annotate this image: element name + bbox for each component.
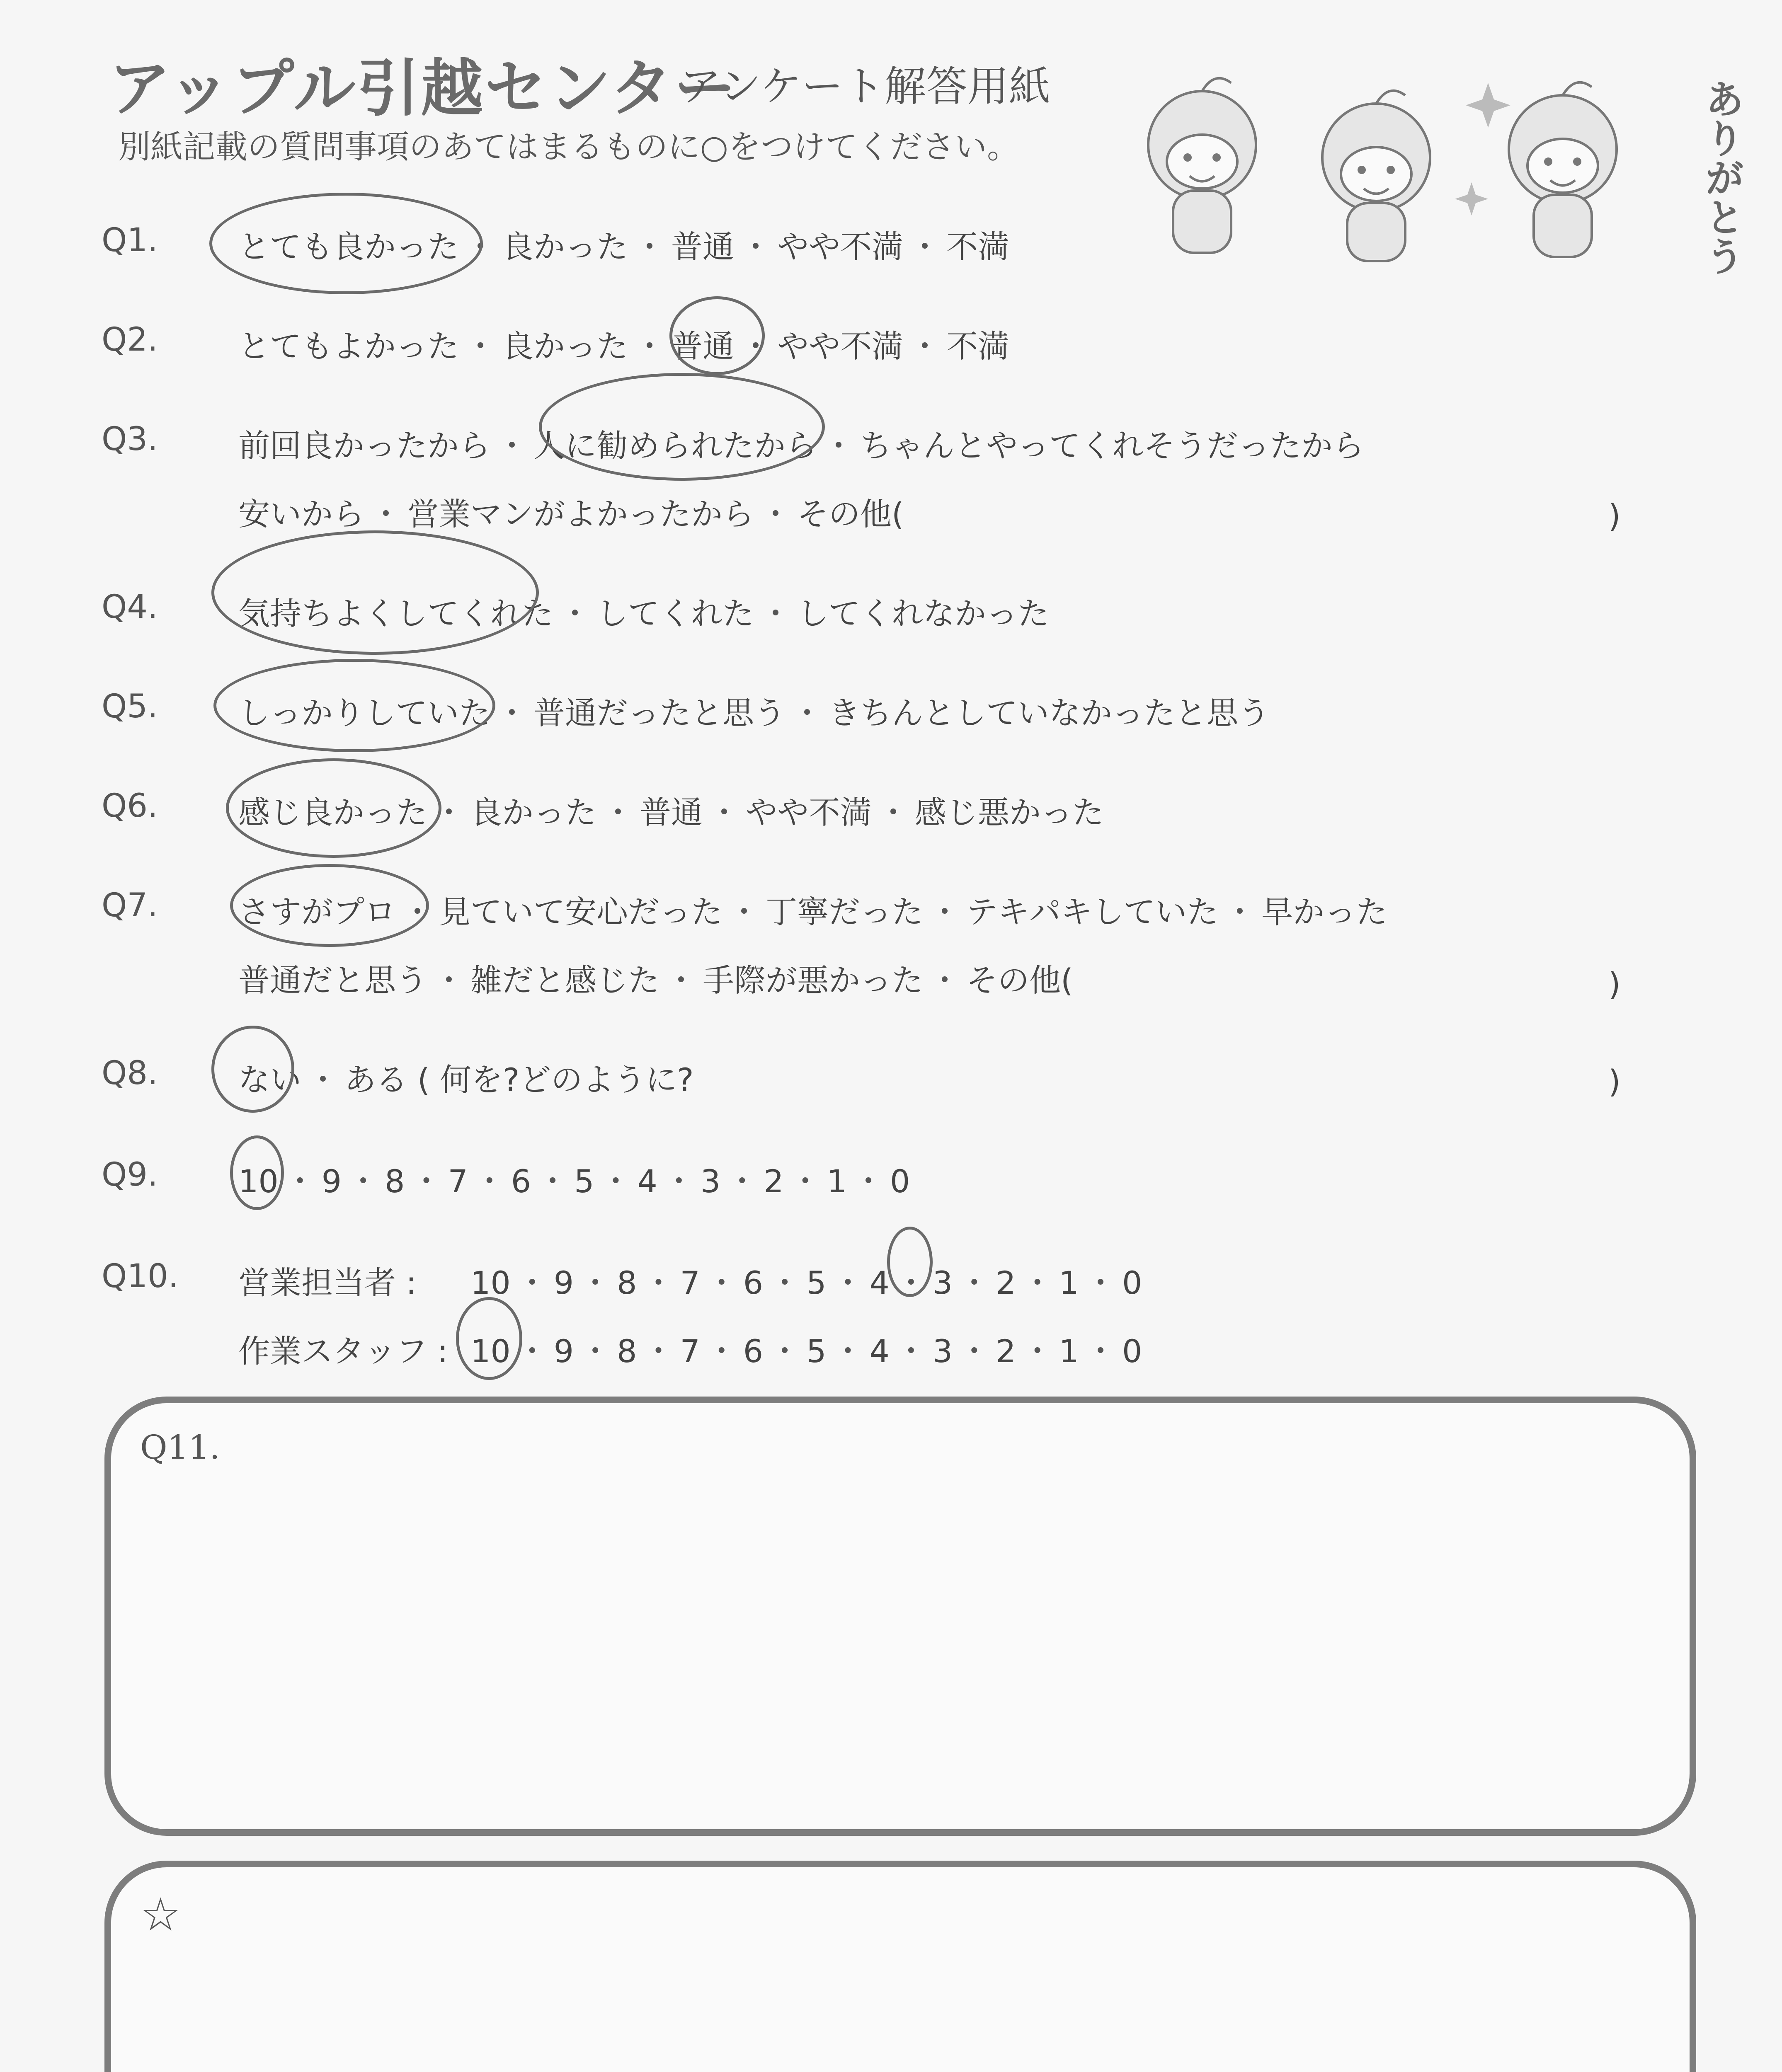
q1-option-5[interactable]: 不満 — [946, 228, 1009, 265]
q3-option-4[interactable]: 安いから — [238, 496, 364, 533]
q8-label: Q8. — [102, 1055, 158, 1092]
q7-option-6[interactable]: 普通だと思う — [238, 962, 427, 999]
q9-score-5[interactable]: 5 — [574, 1163, 594, 1200]
star-comment-box[interactable] — [104, 1861, 1696, 2072]
company-title: アップル引越センター — [109, 53, 738, 125]
q3-close-paren: ) — [1608, 497, 1621, 534]
q9-scale: 10 ・ 9 ・ 8 ・ 7 ・ 6 ・ 5 ・ 4 ・ 3 ・ 2 ・ 1 ・ 0 — [238, 1163, 910, 1200]
q11-comment-box[interactable] — [104, 1397, 1696, 1836]
q3-option-1[interactable]: 前回良かったから — [238, 427, 490, 464]
q10-staff-label: 作業スタッフ : — [238, 1333, 448, 1370]
q2-option-2[interactable]: 良かった — [502, 328, 628, 365]
q10-staff-score-0[interactable]: 0 — [1122, 1333, 1142, 1370]
q6-option-1[interactable]: 感じ良かった — [238, 794, 427, 831]
q6-option-4[interactable]: やや不満 — [746, 794, 872, 831]
q5-options: しっかりしていた ・ 普通だったと思う ・ きちんとしていなかったと思う — [238, 688, 1270, 733]
q4-option-2[interactable]: してくれた — [596, 595, 754, 632]
q5-option-2[interactable]: 普通だったと思う — [533, 695, 786, 731]
q10-sales-score-0[interactable]: 0 — [1122, 1264, 1142, 1301]
q7-option-2[interactable]: 見ていて安心だった — [439, 893, 722, 930]
q8-close-paren: ) — [1608, 1063, 1621, 1100]
q4-label: Q4. — [102, 588, 158, 626]
q4-option-3[interactable]: してくれなかった — [797, 595, 1049, 632]
q10-staff-score-5[interactable]: 5 — [806, 1333, 827, 1370]
q4-option-1[interactable]: 気持ちよくしてくれた — [238, 595, 553, 632]
q3-option-3[interactable]: ちゃんとやってくれそうだったから — [860, 427, 1364, 464]
q7-options-line1: さすがプロ ・ 見ていて安心だった ・ 丁寧だった ・ テキパキしていた ・ 早かった — [238, 887, 1387, 932]
q3-option-other[interactable]: その他( — [797, 496, 904, 533]
q3-option-5[interactable]: 営業マンがよかったから — [407, 496, 754, 533]
instruction-text: 別紙記載の質問事項のあてはまるものに○をつけてください。 — [118, 128, 1020, 166]
q9-score-0[interactable]: 0 — [890, 1163, 910, 1200]
q2-option-5[interactable]: 不満 — [946, 328, 1009, 365]
q1-options: とても良かった ・ 良かった ・ 普通 ・ やや不満 ・ 不満 — [238, 222, 1009, 267]
q10-sales-score-5[interactable]: 5 — [806, 1264, 827, 1301]
q7-option-7[interactable]: 雑だと感じた — [470, 962, 659, 999]
q6-options: 感じ良かった ・ 良かった ・ 普通 ・ やや不満 ・ 感じ悪かった — [238, 787, 1104, 833]
q9-score-1[interactable]: 1 — [827, 1163, 847, 1200]
q10-staff-score-6[interactable]: 6 — [743, 1333, 764, 1370]
q10-label: Q10. — [102, 1258, 179, 1295]
q2-option-1[interactable]: とてもよかった — [238, 328, 459, 365]
q6-option-2[interactable]: 良かった — [470, 794, 596, 831]
q7-option-8[interactable]: 手際が悪かった — [703, 962, 923, 999]
q9-score-4[interactable]: 4 — [637, 1163, 657, 1200]
q7-option-5[interactable]: 早かった — [1261, 893, 1387, 930]
q7-option-3[interactable]: 丁寧だった — [766, 893, 923, 930]
q3-label: Q3. — [102, 421, 158, 458]
q1-option-1[interactable]: とても良かった — [238, 228, 459, 265]
q10-sales-score-10[interactable]: 10 — [470, 1264, 511, 1301]
q10-sales-score-8[interactable]: 8 — [617, 1264, 637, 1301]
monkey-mascot-icon — [1119, 58, 1700, 274]
q10-sales-score-1[interactable]: 1 — [1059, 1264, 1079, 1301]
q9-score-6[interactable]: 6 — [511, 1163, 531, 1200]
q2-option-3[interactable]: 普通 — [671, 328, 734, 365]
q10-staff-score-10[interactable]: 10 — [470, 1333, 511, 1370]
q9-score-8[interactable]: 8 — [385, 1163, 405, 1200]
q2-label: Q2. — [102, 321, 158, 358]
q7-label: Q7. — [102, 887, 158, 924]
q6-option-5[interactable]: 感じ悪かった — [915, 794, 1104, 831]
q10-staff-score-1[interactable]: 1 — [1059, 1333, 1079, 1370]
q9-label: Q9. — [102, 1156, 158, 1193]
q9-score-10[interactable]: 10 — [238, 1163, 279, 1200]
thanks-text: ありがとう — [1699, 79, 1744, 276]
q8-option-1[interactable]: ない — [238, 1061, 301, 1098]
q3-options-line2: 安いから ・ 営業マンがよかったから ・ その他( — [238, 489, 904, 534]
q6-label: Q6. — [102, 787, 158, 825]
q7-option-4[interactable]: テキパキしていた — [966, 893, 1218, 930]
q9-score-2[interactable]: 2 — [764, 1163, 784, 1200]
q10-staff-score-2[interactable]: 2 — [996, 1333, 1016, 1370]
q11-label: Q11. — [140, 1428, 220, 1467]
q10-sales-score-2[interactable]: 2 — [996, 1264, 1016, 1301]
q10-sales-score-3[interactable]: 3 — [932, 1264, 953, 1301]
q7-option-1[interactable]: さすがプロ — [238, 893, 396, 930]
q10-staff-row: 作業スタッフ : 10 ・ 9 ・ 8 ・ 7 ・ 6 ・ 5 ・ 4 ・ 3 ・ 2 ・ 1 ・ 0 — [238, 1326, 1142, 1371]
q7-close-paren: ) — [1608, 966, 1621, 1002]
q10-sales-score-6[interactable]: 6 — [743, 1264, 764, 1301]
q1-option-4[interactable]: やや不満 — [777, 228, 903, 265]
q6-option-3[interactable]: 普通 — [640, 794, 703, 831]
q5-option-1[interactable]: しっかりしていた — [238, 695, 490, 731]
q9-score-3[interactable]: 3 — [700, 1163, 721, 1200]
q1-option-3[interactable]: 普通 — [671, 228, 734, 265]
q2-options: とてもよかった ・ 良かった ・ 普通 ・ やや不満 ・ 不満 — [238, 321, 1009, 366]
q2-option-4[interactable]: やや不満 — [777, 328, 903, 365]
q10-staff-score-7[interactable]: 7 — [680, 1333, 700, 1370]
star-icon: ☆ — [140, 1888, 181, 1941]
q10-sales-score-9[interactable]: 9 — [553, 1264, 574, 1301]
q3-option-2[interactable]: 人に勧められたから — [533, 427, 817, 464]
q3-options-line1: 前回良かったから ・ 人に勧められたから ・ ちゃんとやってくれそうだったから — [238, 421, 1364, 466]
q10-staff-score-8[interactable]: 8 — [617, 1333, 637, 1370]
q1-label: Q1. — [102, 222, 158, 259]
q4-options: 気持ちよくしてくれた ・ してくれた ・ してくれなかった — [238, 588, 1049, 634]
q5-label: Q5. — [102, 688, 158, 725]
q7-options-line2: 普通だと思う ・ 雑だと感じた ・ 手際が悪かった ・ その他( — [238, 955, 1073, 1000]
q9-score-7[interactable]: 7 — [448, 1163, 468, 1200]
q10-staff-score-4[interactable]: 4 — [869, 1333, 890, 1370]
q10-staff-score-9[interactable]: 9 — [553, 1333, 574, 1370]
q5-option-3[interactable]: きちんとしていなかったと思う — [829, 695, 1270, 731]
q10-sales-score-7[interactable]: 7 — [680, 1264, 700, 1301]
q10-sales-label: 営業担当者 : — [238, 1264, 417, 1301]
q8-options: ない ・ ある ( 何を?どのように? — [238, 1055, 694, 1100]
q8-option-2[interactable]: ある ( 何を?どのように? — [344, 1061, 694, 1098]
q7-option-other[interactable]: その他( — [966, 962, 1073, 999]
form-subtitle: アンケート解答用紙 — [680, 62, 1050, 111]
q9-score-9[interactable]: 9 — [321, 1163, 342, 1200]
q10-staff-score-3[interactable]: 3 — [932, 1333, 953, 1370]
q10-sales-row: 営業担当者 : 10 ・ 9 ・ 8 ・ 7 ・ 6 ・ 5 ・ 4 ・ 3 ・ 2 ・ 1 ・ 0 — [238, 1258, 1142, 1303]
q10-sales-score-4[interactable]: 4 — [869, 1264, 890, 1301]
q1-option-2[interactable]: 良かった — [502, 228, 628, 265]
